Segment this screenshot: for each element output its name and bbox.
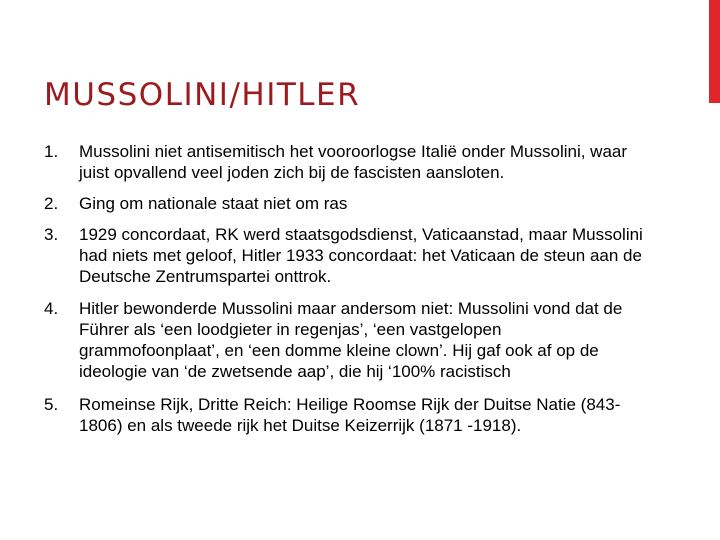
accent-bar: [709, 0, 720, 103]
list-item-text: Romeinse Rijk, Dritte Reich: Heilige Roomse Rijk der Duitse Natie (843-1806) en als tweede rijk het Duitse Keizerrijk (1871 -1918).: [79, 395, 621, 435]
numbered-list: [44, 141, 644, 436]
list-item-text: Mussolini niet antisemitisch het vooroorlogse Italië onder Mussolini, waar juist opvallend veel joden zich bij de fascisten aansloten.: [79, 142, 628, 182]
list-item: [44, 141, 644, 183]
list-item-number: 4.: [44, 299, 59, 318]
list-item-text: 1929 concordaat, RK werd staatsgodsdienst, Vaticaanstad, maar Mussolini had niets met geloof, Hitler 1933 concordaat: het Vaticaan de steun aan de Deutsche Zentrumspartei onttrok.: [79, 225, 643, 286]
list-item: [44, 394, 644, 436]
list-item-text: Hitler bewonderde Mussolini maar andersom niet: Mussolini vond dat de Führer als ‘een loodgieter in regenjas’, ‘een vastgelopen grammofoonplaat’, en ‘een domme kleine clown’. Hij gaf ook af op de ideologie van ‘de zwetsende aap’, die hij ‘100% racistisch: [79, 299, 623, 381]
list-item: [44, 298, 644, 382]
slide-title: MUSSOLINI/HITLER: [44, 77, 361, 113]
list-item: [44, 193, 644, 214]
list-item-number: 1.: [44, 142, 59, 161]
list-item: [44, 224, 644, 287]
list-item-number: 3.: [44, 225, 59, 244]
list-item-number: 5.: [44, 395, 59, 414]
list-item-text: Ging om nationale staat niet om ras: [79, 194, 348, 213]
list-item-number: 2.: [44, 194, 59, 213]
